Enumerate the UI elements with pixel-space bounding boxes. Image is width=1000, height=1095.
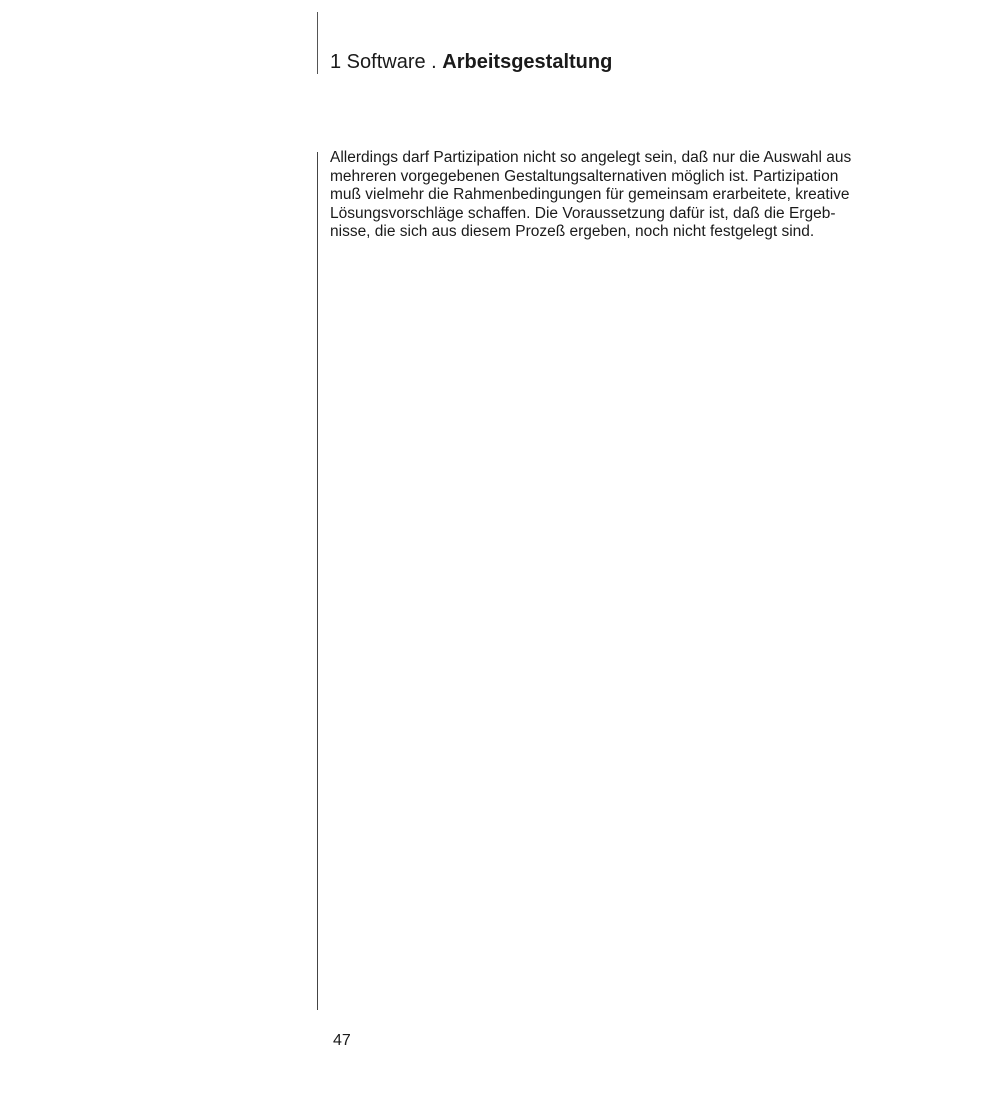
body-line: Lösungsvorschläge schaffen. Die Voraussetzung dafür ist, daß die Ergeb-: [330, 204, 836, 222]
running-head-separator: .: [431, 51, 437, 73]
header-margin-rule: [317, 12, 318, 74]
page-number: 47: [333, 1032, 351, 1049]
running-head-chapter: 1 Software: [330, 51, 426, 73]
body-line: nisse, die sich aus diesem Prozeß ergeben, noch nicht festgelegt sind.: [330, 223, 815, 240]
body-paragraph: [330, 149, 950, 242]
running-head: [330, 50, 612, 74]
body-line: muß vielmehr die Rahmenbedingungen für gemeinsam erarbeitete, kreative: [330, 186, 850, 203]
running-head-section: Arbeitsgestaltung: [442, 51, 613, 73]
body-line: Allerdings darf Partizipation nicht so angelegt sein, daß nur die Auswahl aus: [330, 149, 852, 166]
body-line: mehreren vorgegebenen Gestaltungsalternativen möglich ist. Partizipation: [330, 167, 839, 185]
text-margin-rule: [317, 152, 318, 1010]
